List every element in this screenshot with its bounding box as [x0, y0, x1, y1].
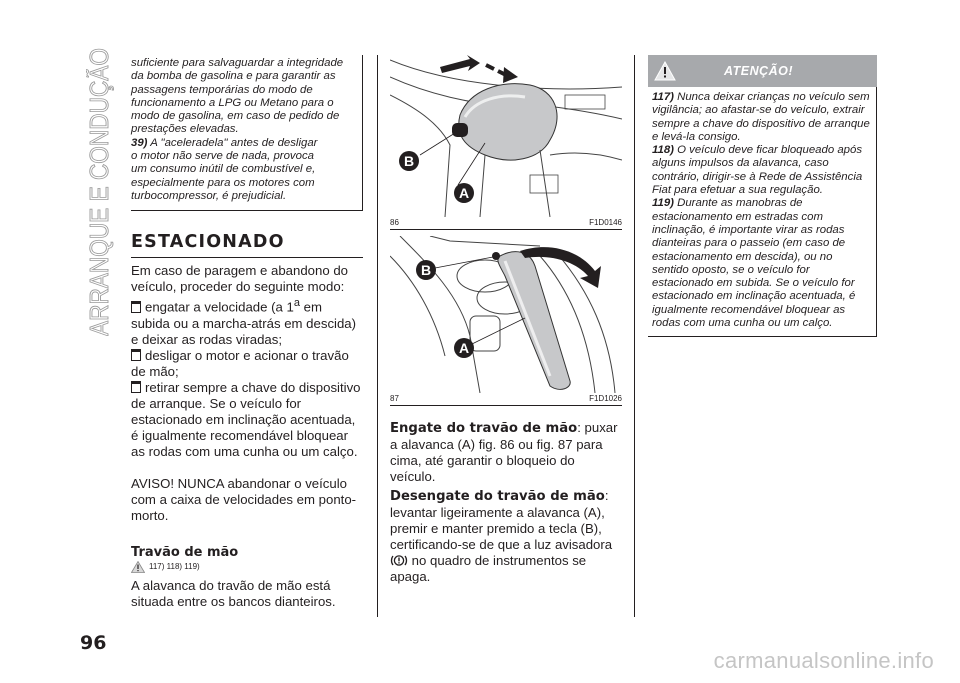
warning-118: [652, 144, 870, 197]
warning-117: [652, 91, 870, 144]
bullet-text: desligar o motor e acionar o travão de mão;: [131, 347, 349, 379]
warning-number: 117): [652, 91, 674, 103]
warning-triangle-icon: [131, 561, 145, 573]
column-divider: [634, 55, 635, 617]
warning-119: [652, 197, 870, 330]
chapter-title-svg: [86, 46, 116, 336]
note-39: [131, 137, 356, 150]
warning-body: [648, 87, 877, 337]
figure-number: 87: [390, 394, 399, 403]
warning-title: ATENÇÃO!: [724, 64, 794, 78]
warning-text: O veículo deve ficar bloqueado após alguns impulsos da alavanca, caso contrário, dirigir-se à Rede de Assistência Fiat para efetuar a sua regulação.: [652, 144, 863, 197]
bullet-text: engatar a velocidade (a 1: [145, 299, 294, 315]
note-line: da bomba de gasolina e para garantir as: [131, 70, 336, 83]
engage-heading: Engate do travão de mão: [390, 421, 578, 436]
note-39-number: 39): [131, 136, 148, 149]
note-line: modo de gasolina, em caso de pedido de: [131, 110, 340, 123]
bullet-text: retirar sempre a chave do dispositivo de arranque. Se o veículo for estacionado em inclinação acentuada, é igualmente recomendável bloquear as rodas com uma cunha ou um calço.: [131, 379, 361, 459]
note-line: funcionamento a LPG ou Metano para o: [131, 96, 334, 109]
figure-86: [390, 55, 622, 217]
bullet-item: [131, 295, 363, 347]
figure-number: 86: [390, 218, 399, 227]
figure-caption: [390, 218, 622, 230]
column-right: [648, 55, 877, 337]
bullet-icon: [131, 381, 141, 393]
note-line: turbocompressor, é prejudicial.: [131, 189, 287, 202]
bullet-text: em subida ou a marcha-atrás em descida) e deixar as rodas viradas;: [131, 299, 357, 347]
note-line: prestações elevadas.: [131, 123, 239, 136]
bullet-icon: [131, 301, 141, 313]
release-paragraph: [390, 488, 622, 585]
warning-number: 119): [652, 197, 674, 210]
ordinal-sup: a: [293, 297, 300, 310]
warning-ref-numbers: 117) 118) 119): [149, 562, 200, 572]
warning-header: [648, 55, 877, 87]
intro-text: Em caso de paragem e abandono do veículo, proceder do seguinte modo:: [131, 263, 349, 295]
release-text: : levantar ligeiramente a alavanca (A), premir e manter premido a tecla (B), certificando-se de que a luz avisadora: [390, 488, 613, 552]
note-line: o motor não serve de nada, provoca: [131, 150, 314, 163]
watermark-text: carmanualsonline.info: [713, 648, 934, 673]
handbrake-illustration-87: [390, 236, 622, 393]
final-text: A alavanca do travão de mão está situada entre os bancos dianteiros.: [131, 577, 336, 609]
callout-b: B: [403, 153, 415, 169]
brake-warning-light-icon: [390, 554, 408, 567]
aviso-text: AVISO! NUNCA abandonar o veículo com a caixa de velocidades em ponto-morto.: [131, 475, 357, 523]
engage-paragraph: [390, 420, 622, 485]
release-text: no quadro de instrumentos se apaga.: [390, 553, 587, 584]
callout-b: B: [420, 262, 432, 278]
bullet-icon: [131, 349, 141, 361]
bullet-item: [131, 380, 363, 460]
note-line: especialmente para os motores com: [131, 176, 315, 189]
warning-number: 118): [652, 144, 674, 157]
note-line: A "aceleradela" antes de desligar: [150, 136, 318, 149]
column-divider: [377, 55, 378, 617]
warning-text: Durante as manobras de estacionamento em estradas com inclinação, é importante virar as rodas dianteiras para o passeio (em caso de estacionamento em descida), ou no sentido oposto, se o veículo for estacionado em subida. Se o veículo for estacionado em inclinação acentuada, é igualmente recomendável bloquear as rodas com uma cunha ou um calço.: [652, 197, 856, 330]
bullet-item: [131, 348, 363, 380]
figure-code: F1D1026: [589, 394, 622, 403]
subsection-title: Travão de mão: [131, 544, 239, 560]
figure-caption: [390, 394, 622, 406]
warning-text: Nunca deixar crianças no veículo sem vigilância; ao afastar-se do veículo, extrair sempre a chave do dispositivo de arranque e levá-la consigo.: [652, 91, 870, 143]
column-middle: [390, 55, 622, 585]
notes-box: [131, 55, 363, 211]
page-number: 96: [80, 632, 107, 654]
note-line: um consumo inútil de combustível e,: [131, 163, 316, 176]
column-left: [131, 55, 363, 610]
section-title: ESTACIONADO: [131, 232, 363, 258]
warning-triangle-icon: [654, 61, 676, 81]
release-heading: Desengate do travão de mão: [390, 489, 605, 504]
handbrake-illustration-86: [390, 55, 622, 217]
chapter-title-vertical: [86, 46, 116, 336]
chapter-title: ARRANQUE E CONDUÇÃO: [86, 46, 114, 336]
callout-a: A: [458, 185, 470, 201]
note-line: passagens temporárias do modo de: [131, 83, 313, 96]
warning-refs: [131, 561, 363, 573]
callout-a: A: [458, 340, 470, 356]
figure-87: [390, 236, 622, 393]
figure-code: F1D0146: [589, 218, 622, 227]
note-line: suficiente para salvaguardar a integridade: [131, 57, 344, 69]
engage-text: : puxar a alavanca (A) fig. 86 ou fig. 87 para cima, até garantir o bloqueio do veículo.: [390, 420, 618, 484]
